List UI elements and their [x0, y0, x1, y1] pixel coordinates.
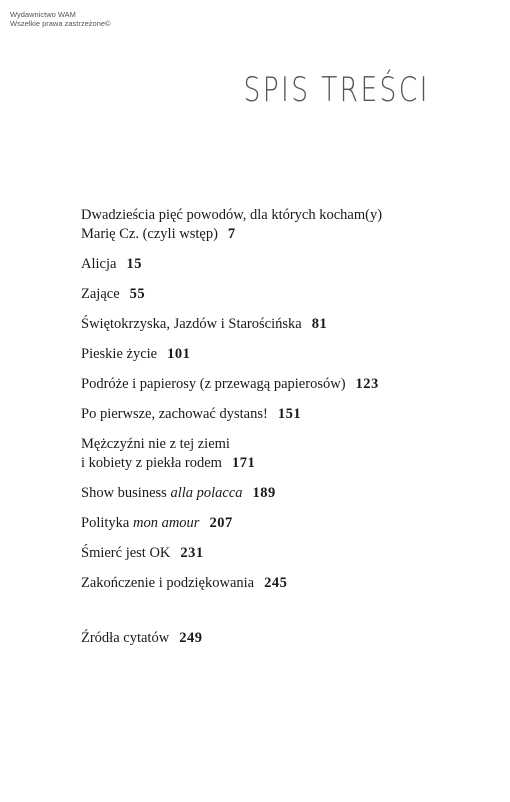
- toc-page-number: 189: [252, 485, 276, 501]
- toc-entry-title: Pieskie życie: [81, 346, 158, 362]
- toc-entry-title-italic: alla polacca: [170, 485, 243, 501]
- table-of-contents: [81, 206, 441, 659]
- toc-entry-swietokrzyska[interactable]: [81, 315, 441, 334]
- toc-entry-title-continued: i kobiety z piekła rodem: [81, 455, 222, 471]
- toc-entry-title-continued: Marię Cz. (czyli wstęp): [81, 226, 218, 242]
- publisher-name: Wydawnictwo WAM: [10, 10, 76, 19]
- toc-entry-po-pierwsze[interactable]: [81, 405, 441, 424]
- toc-entry-title-italic: mon amour: [132, 515, 200, 531]
- toc-entry-intro[interactable]: [81, 206, 441, 244]
- toc-entry-zajace[interactable]: [81, 285, 441, 304]
- publisher-notice: [10, 10, 111, 28]
- toc-page-number: 123: [355, 376, 379, 392]
- toc-entry-zakonczenie[interactable]: [81, 574, 441, 593]
- toc-page-number: 207: [209, 515, 233, 531]
- toc-entry-title: Śmierć jest OK: [81, 545, 171, 561]
- toc-entry-title: Dwadzieścia pięć powodów, dla których kocham(y): [81, 207, 383, 223]
- toc-entry-title: Zakończenie i podziękowania: [81, 575, 255, 591]
- toc-entry-title: Polityka: [81, 515, 130, 531]
- toc-entry-pieskie-zycie[interactable]: [81, 345, 441, 364]
- toc-entry-mezczyzni[interactable]: [81, 435, 441, 473]
- toc-entry-title: Świętokrzyska, Jazdów i Starościńska: [81, 316, 302, 332]
- toc-entry-alicja[interactable]: [81, 255, 441, 274]
- toc-entry-title: Alicja: [81, 256, 117, 272]
- toc-page-number: 151: [277, 406, 302, 422]
- toc-entry-title: Źródła cytatów: [81, 630, 170, 646]
- toc-page-number: 249: [179, 630, 203, 646]
- toc-entry-polityka[interactable]: [81, 514, 441, 533]
- toc-entry-smierc[interactable]: [81, 544, 441, 563]
- toc-page-number: 55: [129, 286, 146, 302]
- toc-entry-title: Show business: [81, 485, 167, 501]
- toc-page-number: 7: [227, 226, 236, 242]
- toc-page-number: 101: [167, 346, 191, 362]
- toc-entry-title: Po pierwsze, zachować dystans!: [81, 406, 268, 422]
- toc-page-number: 231: [180, 545, 204, 561]
- toc-entry-zrodla[interactable]: [81, 629, 441, 648]
- toc-entry-podroze[interactable]: [81, 375, 441, 394]
- toc-page-number: 15: [126, 256, 142, 272]
- copyright-notice: Wszelkie prawa zastrzeżone©: [10, 19, 111, 28]
- toc-entry-title: Podróże i papierosy (z przewagą papierosów): [81, 376, 346, 392]
- toc-entry-show-business[interactable]: [81, 484, 441, 503]
- toc-entry-title: Mężczyźni nie z tej ziemi: [81, 436, 230, 452]
- toc-page-number: 245: [264, 575, 288, 591]
- page-title: SPIS TREŚCI: [243, 70, 430, 110]
- toc-page-number: 81: [311, 316, 328, 332]
- toc-page-number: 171: [231, 455, 256, 471]
- toc-entry-title: Zające: [81, 286, 120, 302]
